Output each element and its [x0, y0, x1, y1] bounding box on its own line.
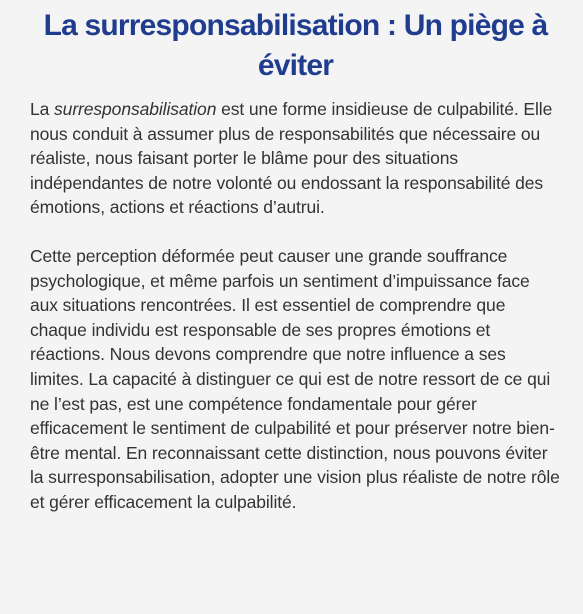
- paragraph-1: [30, 97, 561, 220]
- article-body: [30, 97, 561, 515]
- article-title: La surresponsabilisation : Un piège à éviter: [43, 9, 548, 82]
- paragraph-1-intro: La: [30, 99, 55, 119]
- paragraph-2: Cette perception déformée peut causer une grande souffrance psychologique, et même parfois un sentiment d’impuissance face aux situations rencontrées. Il est essentiel de comprendre que chaque individu est responsable de ses propres émotions et réactions. Nous devons comprendre que notre influence a ses limites. La capacité à distinguer ce qui est de notre ressort de ce qui ne l’est pas, est une compétence fondamentale pour gérer efficacement le sentiment de culpabilité et pour préserver notre bien-être mental. En reconnaissant cette distinction, nous pouvons éviter la surresponsabilisation, adopter une vision plus réaliste de notre rôle et gérer efficacement la culpabilité.: [30, 245, 560, 512]
- paragraph-1-rest: est une forme insidieuse de culpabilité. Elle nous conduit à assumer plus de responsabilités que nécessaire ou réaliste, nous faisant porter le blâme pour des situations indépendantes de notre volonté ou endossant la responsabilité des émotions, actions et réactions d’autrui.: [30, 99, 553, 218]
- paragraph-1-term: surresponsabilisation: [54, 99, 217, 119]
